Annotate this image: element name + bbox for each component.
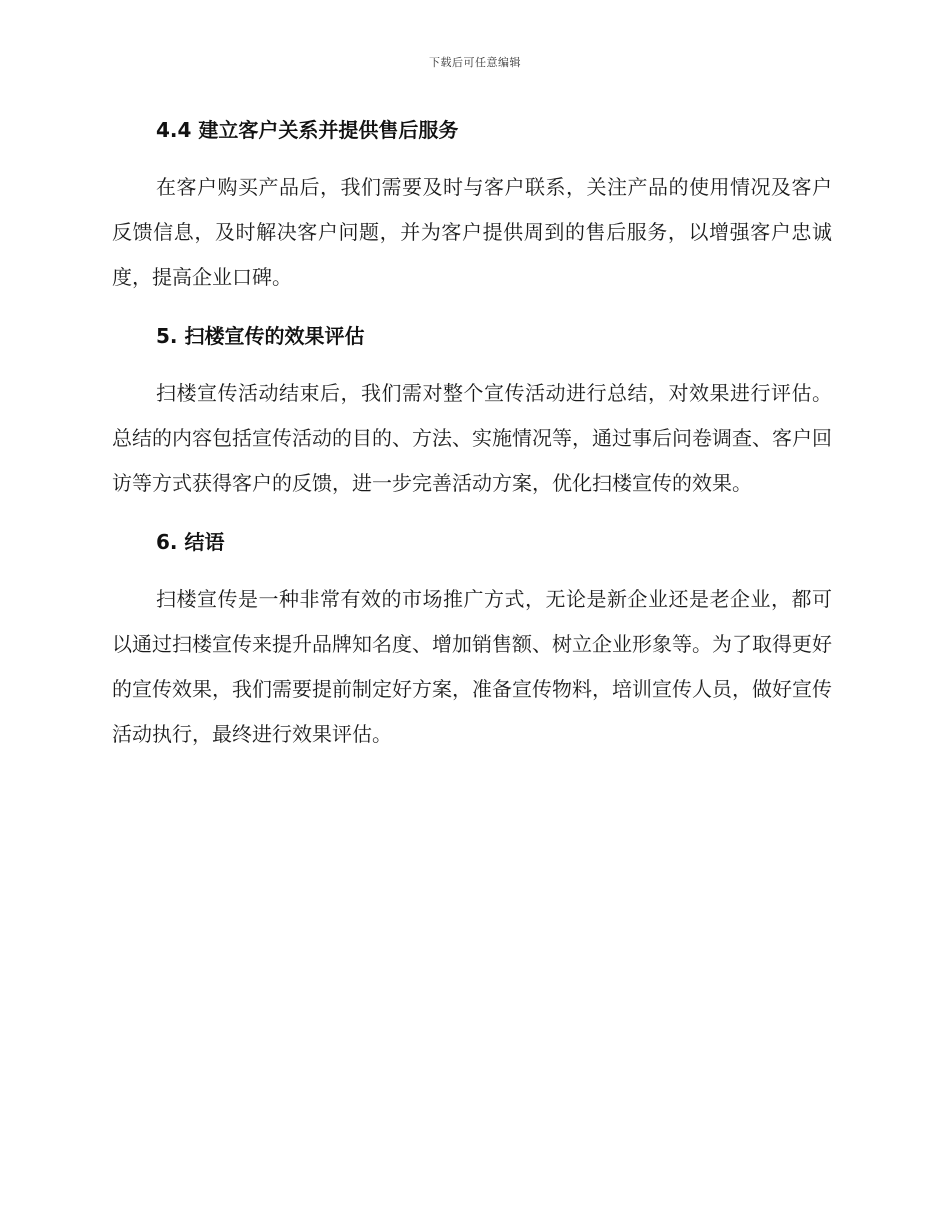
page-header: 下载后可任意编辑 bbox=[429, 56, 521, 69]
section-paragraph-4-4: 在客户购买产品后，我们需要及时与客户联系，关注产品的使用情况及客户反馈信息，及时解决客户问题，并为客户提供周到的售后服务，以增强客户忠诚度，提高企业口碑。 bbox=[112, 175, 832, 289]
section-heading-6: 6. 结语 bbox=[156, 530, 225, 554]
section-heading-4-4: 4.4 建立客户关系并提供售后服务 bbox=[156, 118, 459, 142]
section-heading-5: 5. 扫楼宣传的效果评估 bbox=[156, 324, 365, 348]
section-paragraph-5: 扫楼宣传活动结束后，我们需对整个宣传活动进行总结，对效果进行评估。总结的内容包括宣传活动的目的、方法、实施情况等，通过事后问卷调查、客户回访等方式获得客户的反馈，进一步完善活动方案，优化扫楼宣传的效果。 bbox=[112, 381, 832, 495]
document-body bbox=[112, 112, 832, 757]
section-paragraph-6: 扫楼宣传是一种非常有效的市场推广方式，无论是新企业还是老企业，都可以通过扫楼宣传来提升品牌知名度、增加销售额、树立企业形象等。为了取得更好的宣传效果，我们需要提前制定好方案，准备宣传物料，培训宣传人员，做好宣传活动执行，最终进行效果评估。 bbox=[112, 587, 832, 746]
